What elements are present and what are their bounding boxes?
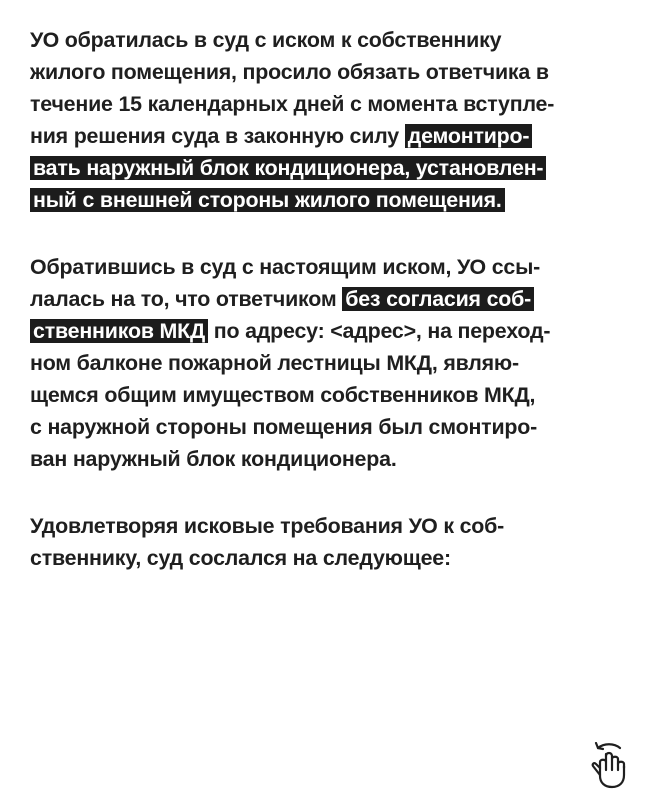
highlighted-text: без согласия соб- <box>342 287 534 311</box>
text-segment: Обратившись в суд с настоящим иском, УО ссы- <box>30 255 541 279</box>
text-segment: жилого помещения, просило обязать ответчика в <box>30 60 549 84</box>
paragraph-grounds <box>30 251 630 475</box>
text-line <box>30 184 630 216</box>
paragraph-claim <box>30 24 630 216</box>
text-line <box>30 283 630 315</box>
text-segment: с наружной стороны помещения был смонтиро- <box>30 415 538 439</box>
text-line <box>30 510 630 542</box>
paragraph-ruling <box>30 510 630 574</box>
highlighted-text: ственников МКД <box>30 319 208 343</box>
text-line <box>30 152 630 184</box>
text-segment: УО обратилась в суд с иском к собственнику <box>30 28 502 52</box>
text-segment: течение 15 календарных дней с момента вступле- <box>30 92 555 116</box>
document-body <box>30 24 630 609</box>
text-line <box>30 120 630 152</box>
text-line <box>30 347 630 379</box>
text-line <box>30 315 630 347</box>
text-line <box>30 251 630 283</box>
text-segment: лалась на то, что ответчиком <box>30 287 343 311</box>
text-segment: Удовлетворяя исковые требования УО к соб- <box>30 514 505 538</box>
text-line <box>30 56 630 88</box>
text-segment: по адресу: <адрес>, на переход- <box>208 319 551 343</box>
text-segment: ственнику, суд сослался на следующее: <box>30 546 451 570</box>
highlighted-text: демонтиро- <box>405 124 533 148</box>
text-segment: ван наружный блок кондиционера. <box>30 447 397 471</box>
text-segment: ном балконе пожарной лестницы МКД, являю- <box>30 351 519 375</box>
text-line <box>30 411 630 443</box>
text-line <box>30 24 630 56</box>
swipe-hand-icon[interactable] <box>590 742 630 790</box>
highlighted-text: ный с внешней стороны жилого помещения. <box>30 188 505 212</box>
text-segment: ния решения суда в законную силу <box>30 124 405 148</box>
text-line <box>30 88 630 120</box>
text-line <box>30 542 630 574</box>
text-line <box>30 379 630 411</box>
text-segment: щемся общим имуществом собственников МКД, <box>30 383 536 407</box>
text-line <box>30 443 630 475</box>
highlighted-text: вать наружный блок кондиционера, установлен- <box>30 156 546 180</box>
